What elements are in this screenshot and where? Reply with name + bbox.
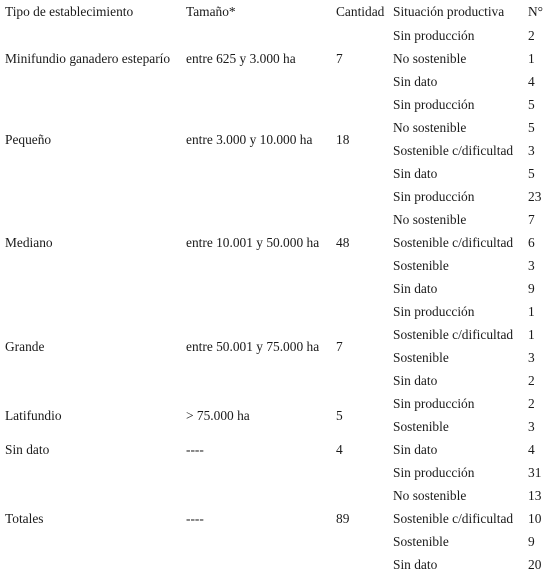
cell-numero: 3	[528, 419, 535, 434]
cell-numero: 10	[528, 511, 542, 526]
table-row	[0, 438, 549, 461]
cell-tamano: entre 50.001 y 75.000 ha	[186, 338, 320, 354]
cell-numero: 1	[528, 304, 535, 319]
cell-numero: 1	[528, 327, 535, 342]
cell-situacion: Sin producción	[393, 189, 475, 204]
header-row	[0, 0, 549, 24]
table-row	[0, 461, 549, 484]
table-row	[0, 392, 549, 415]
cell-numero: 3	[528, 258, 535, 273]
cell-numero: 5	[528, 166, 535, 181]
cell-cantidad: 89	[336, 511, 350, 526]
cell-situacion: Sostenible c/dificultad	[393, 143, 514, 158]
cell-numero: 2	[528, 373, 535, 388]
cell-situacion: Sostenible	[393, 534, 449, 549]
cell-situacion: Sostenible c/dificultad	[393, 327, 514, 342]
table-row	[0, 24, 549, 47]
cell-numero: 2	[528, 28, 535, 43]
cell-situacion: No sostenible	[393, 212, 467, 227]
cell-situacion: Sin dato	[393, 166, 438, 181]
cell-numero: 1	[528, 51, 535, 66]
cell-tamano: ----	[186, 442, 204, 457]
cell-tipo: Mediano	[5, 235, 53, 250]
table-row	[0, 93, 549, 116]
header-tipo: Tipo de establecimiento	[5, 4, 134, 19]
header-numero: N°	[528, 4, 544, 19]
cell-tamano: entre 3.000 y 10.000 ha	[186, 131, 313, 147]
cell-numero: 4	[528, 74, 535, 89]
cell-situacion: Sin producción	[393, 465, 475, 480]
cell-tipo: Totales	[5, 511, 44, 526]
cell-numero: 5	[528, 120, 535, 135]
cell-numero: 6	[528, 235, 535, 250]
table-row	[0, 185, 549, 208]
cell-situacion: Sostenible	[393, 419, 449, 434]
cell-situacion: Sostenible	[393, 258, 449, 273]
cell-situacion: No sostenible	[393, 51, 467, 66]
cell-tamano: entre 625 y 3.000 ha	[186, 51, 296, 66]
cell-numero: 2	[528, 396, 535, 411]
cell-situacion: No sostenible	[393, 488, 467, 503]
cell-tipo: Grande	[5, 338, 45, 354]
cell-situacion: Sostenible c/dificultad	[393, 235, 514, 250]
cell-numero: 3	[528, 143, 535, 158]
cell-situacion: No sostenible	[393, 120, 467, 135]
header-tamano: Tamaño*	[186, 4, 236, 19]
cell-cantidad: 48	[336, 235, 350, 250]
cell-numero: 9	[528, 281, 535, 296]
cell-tamano: > 75.000 ha	[186, 407, 250, 423]
cell-numero: 4	[528, 442, 535, 457]
cell-numero: 13	[528, 488, 542, 503]
cell-numero: 5	[528, 97, 535, 112]
cell-tipo: Minifundio ganadero esteparío	[5, 51, 171, 66]
header-situacion: Situación productiva	[393, 4, 505, 19]
cell-cantidad: 7	[336, 338, 343, 354]
table-body	[0, 24, 549, 576]
cell-cantidad: 5	[336, 407, 343, 423]
header-cantidad: Cantidad	[336, 4, 385, 19]
cell-situacion: Sin dato	[393, 373, 438, 388]
cell-cantidad: 7	[336, 51, 343, 66]
cell-tipo: Pequeño	[5, 131, 52, 147]
cell-situacion: Sin dato	[393, 442, 438, 457]
cell-tipo: Latifundio	[5, 407, 62, 423]
cell-tamano: entre 10.001 y 50.000 ha	[186, 235, 320, 250]
cell-situacion: Sin producción	[393, 28, 475, 43]
table-header	[0, 0, 549, 24]
table-row	[0, 300, 549, 323]
cell-numero: 23	[528, 189, 542, 204]
cell-tipo: Sin dato	[5, 442, 50, 457]
cell-situacion: Sin producción	[393, 304, 475, 319]
cell-numero: 20	[528, 557, 542, 572]
cell-cantidad: 4	[336, 442, 343, 457]
cell-situacion: Sin dato	[393, 74, 438, 89]
cell-situacion: Sin dato	[393, 281, 438, 296]
cell-cantidad: 18	[336, 131, 350, 147]
cell-situacion: Sin producción	[393, 97, 475, 112]
cell-numero: 31	[528, 465, 542, 480]
cell-situacion: Sin producción	[393, 396, 475, 411]
cell-situacion: Sin dato	[393, 557, 438, 572]
cell-situacion: Sostenible c/dificultad	[393, 511, 514, 526]
cell-numero: 7	[528, 212, 535, 227]
cell-numero: 3	[528, 350, 535, 365]
cell-situacion: Sostenible	[393, 350, 449, 365]
cell-numero: 9	[528, 534, 535, 549]
cell-tamano: ----	[186, 511, 204, 526]
